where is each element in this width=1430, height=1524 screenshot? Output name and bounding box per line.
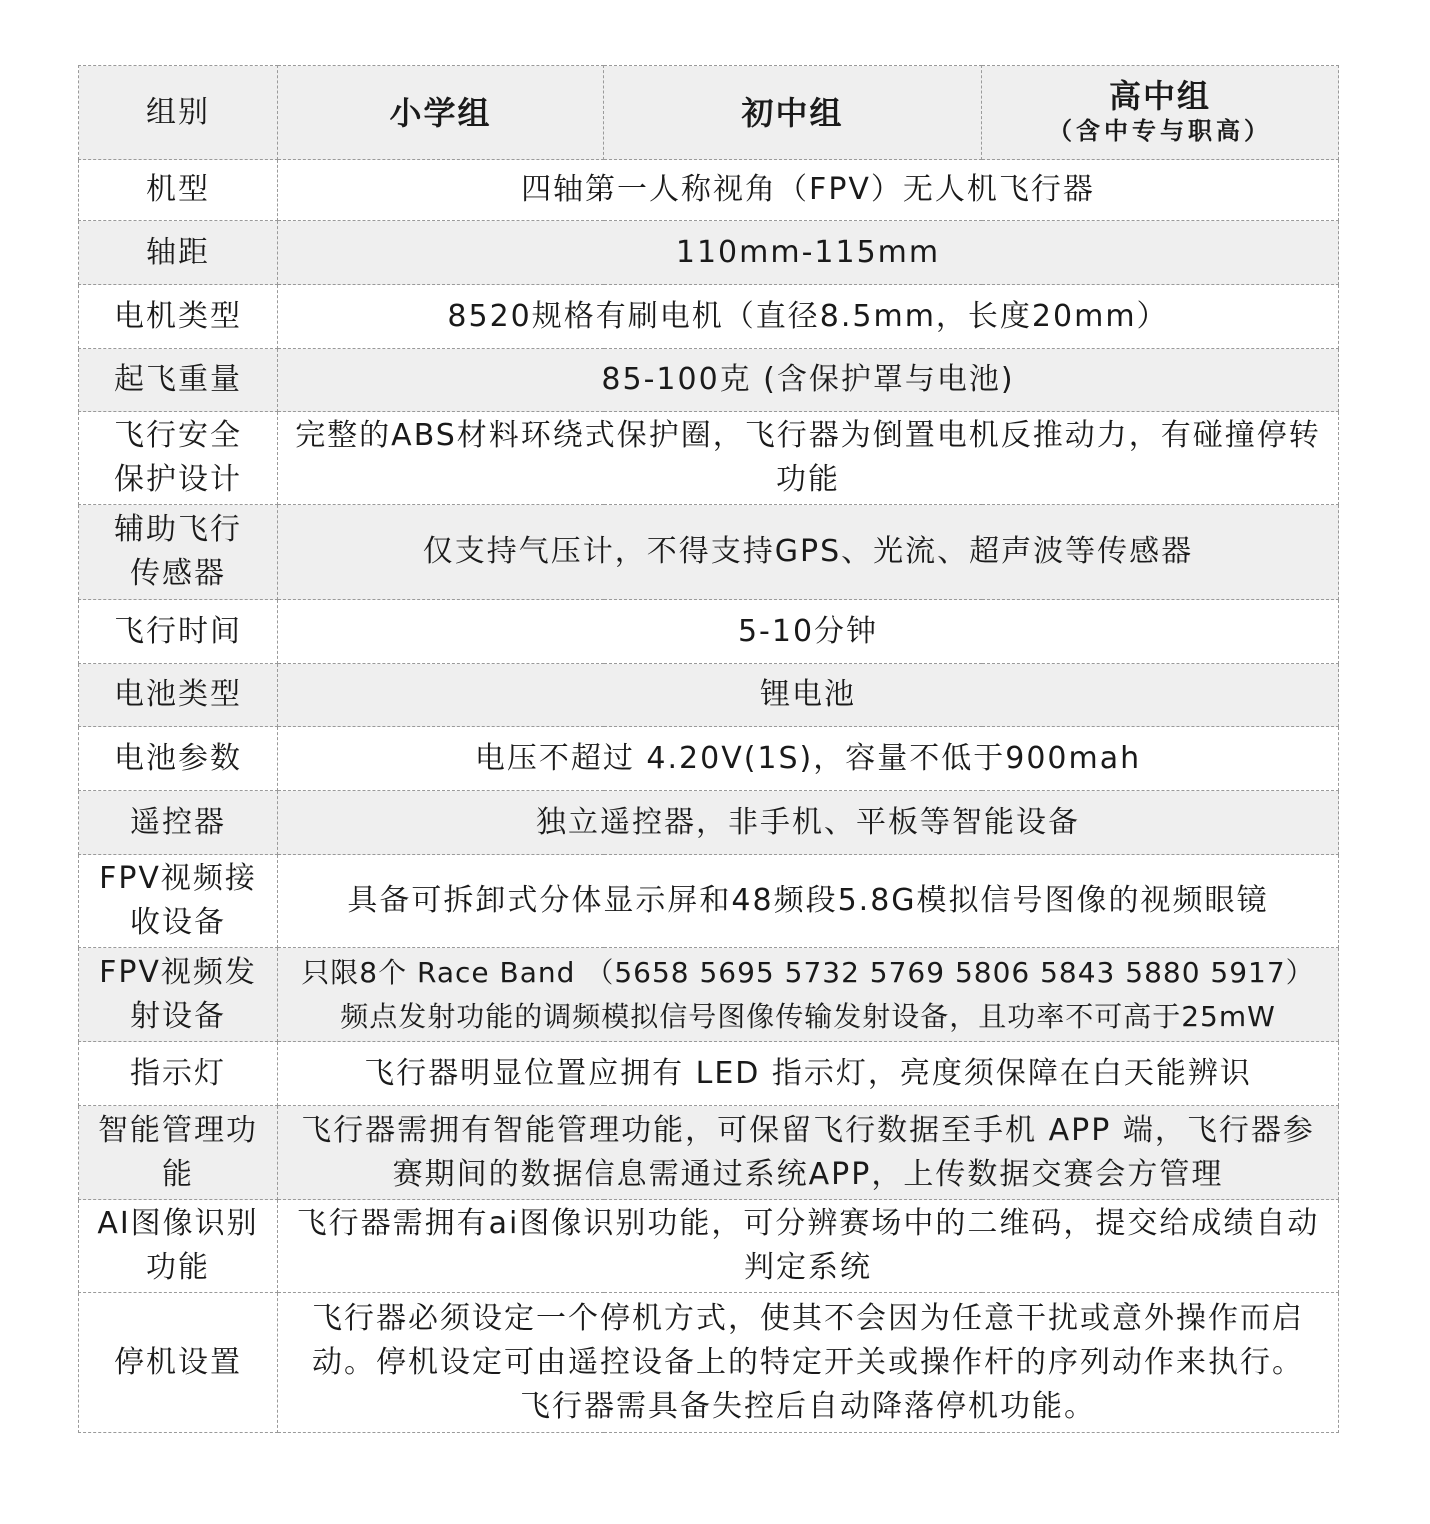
table-row [79, 221, 1339, 285]
row-value: 5-10分钟 [278, 600, 1339, 664]
table-row [79, 855, 1339, 948]
row-label: 飞行时间 [79, 600, 278, 664]
table-row [79, 349, 1339, 412]
row-value: 锂电池 [278, 664, 1339, 727]
senior-group-title: 高中组 [1108, 76, 1211, 115]
row-value: 只限8个 Race Band （5658 5695 5732 5769 5806 5843 5880 5917）频点发射功能的调频模拟信号图像传输发射设备，且功率不可高于25mW [278, 948, 1339, 1042]
row-label: 机型 [79, 160, 278, 221]
row-value: 85-100克 (含保护罩与电池) [278, 349, 1339, 412]
row-value: 具备可拆卸式分体显示屏和48频段5.8G模拟信号图像的视频眼镜 [278, 855, 1339, 948]
table-row [79, 1042, 1339, 1106]
row-label: FPV视频接收设备 [79, 855, 278, 948]
junior-group: 初中组 [604, 66, 982, 160]
table-row [79, 664, 1339, 727]
table-row [79, 791, 1339, 855]
row-value: 飞行器必须设定一个停机方式，使其不会因为任意干扰或意外操作而启动。停机设定可由遥控设备上的特定开关或操作杆的序列动作来执行。飞行器需具备失控后自动降落停机功能。 [278, 1293, 1339, 1433]
row-value: 四轴第一人称视角（FPV）无人机飞行器 [278, 160, 1339, 221]
senior-group [982, 66, 1339, 160]
table-row [79, 412, 1339, 505]
row-label: 遥控器 [79, 791, 278, 855]
header-row [79, 66, 1339, 160]
row-value: 飞行器需拥有ai图像识别功能，可分辨赛场中的二维码，提交给成绩自动判定系统 [278, 1200, 1339, 1293]
row-label: 智能管理功能 [79, 1106, 278, 1200]
row-label: 电池类型 [79, 664, 278, 727]
table-row [79, 505, 1339, 600]
row-value: 仅支持气压计，不得支持GPS、光流、超声波等传感器 [278, 505, 1339, 600]
spec-table [78, 65, 1339, 1433]
row-label: 辅助飞行传感器 [79, 505, 278, 600]
table-row [79, 727, 1339, 791]
row-value: 8520规格有刷电机（直径8.5mm，长度20mm） [278, 285, 1339, 349]
table-row [79, 600, 1339, 664]
row-label: 停机设置 [79, 1293, 278, 1433]
table-row [79, 1200, 1339, 1293]
row-label: AI图像识别功能 [79, 1200, 278, 1293]
row-label: 飞行安全保护设计 [79, 412, 278, 505]
group-label: 组别 [79, 66, 278, 160]
row-value: 独立遥控器，非手机、平板等智能设备 [278, 791, 1339, 855]
row-value: 飞行器需拥有智能管理功能，可保留飞行数据至手机 APP 端，飞行器参赛期间的数据信息需通过系统APP，上传数据交赛会方管理 [278, 1106, 1339, 1200]
primary-group: 小学组 [278, 66, 604, 160]
row-label: FPV视频发射设备 [79, 948, 278, 1042]
row-label: 电池参数 [79, 727, 278, 791]
row-value: 110mm-115mm [278, 221, 1339, 285]
senior-group-note: （含中专与职高） [1048, 116, 1272, 145]
row-label: 轴距 [79, 221, 278, 285]
table-row [79, 1106, 1339, 1200]
row-label: 指示灯 [79, 1042, 278, 1106]
row-label: 电机类型 [79, 285, 278, 349]
table-row [79, 160, 1339, 221]
table-row [79, 1293, 1339, 1433]
row-value: 完整的ABS材料环绕式保护圈，飞行器为倒置电机反推动力，有碰撞停转功能 [278, 412, 1339, 505]
table-row [79, 948, 1339, 1042]
table-row [79, 285, 1339, 349]
row-value: 飞行器明显位置应拥有 LED 指示灯，亮度须保障在白天能辨识 [278, 1042, 1339, 1106]
row-value: 电压不超过 4.20V(1S)，容量不低于900mah [278, 727, 1339, 791]
row-label: 起飞重量 [79, 349, 278, 412]
